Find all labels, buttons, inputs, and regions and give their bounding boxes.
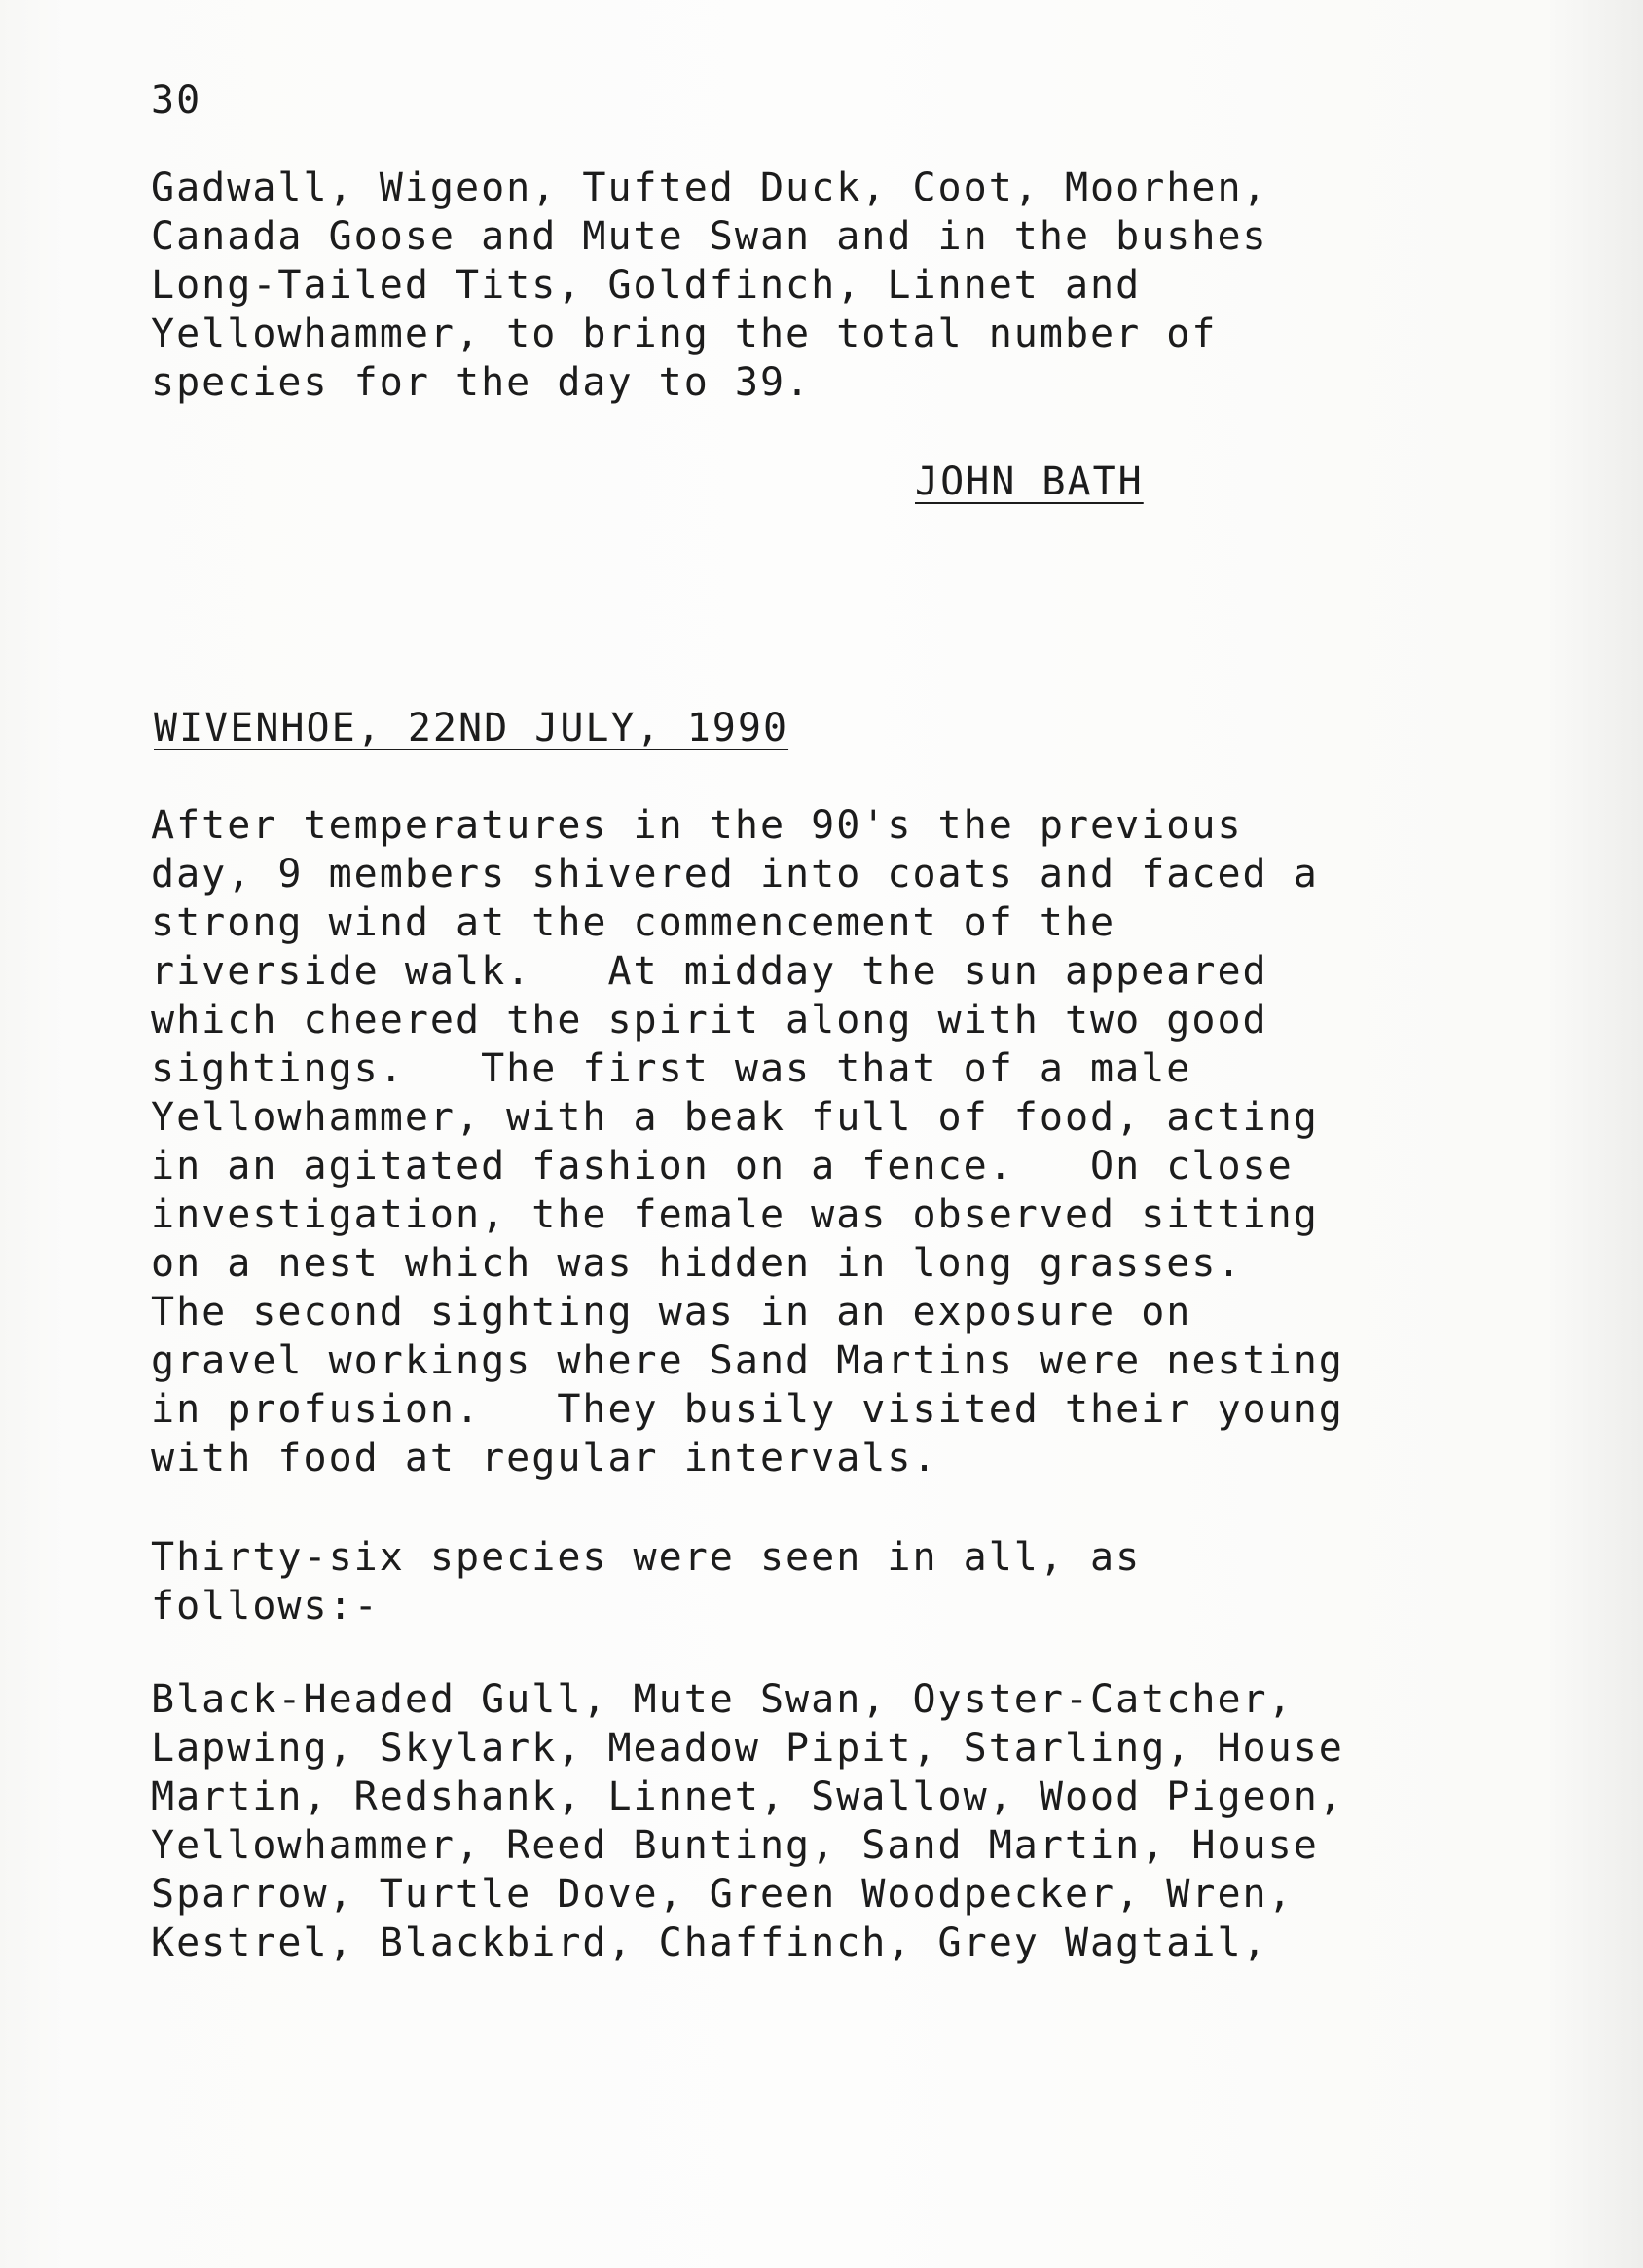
author-signature: JOHN BATH	[915, 459, 1144, 504]
section-heading: WIVENHOE, 22ND JULY, 1990	[154, 706, 789, 750]
text-line: gravel workings where Sand Martins were nesting	[151, 1338, 1344, 1383]
text-line: Sparrow, Turtle Dove, Green Woodpecker, Wren,	[151, 1872, 1294, 1917]
text-line: investigation, the female was observed sitting	[151, 1192, 1319, 1237]
text-line: riverside walk. At midday the sun appeared	[151, 949, 1268, 994]
text-line: The second sighting was in an exposure on	[151, 1290, 1192, 1335]
text-line: day, 9 members shivered into coats and faced a	[151, 852, 1319, 896]
species-intro-paragraph	[151, 1533, 1552, 1630]
text-line: Thirty-six species were seen in all, as	[151, 1535, 1142, 1580]
species-list-paragraph	[151, 1675, 1552, 1967]
text-line: species for the day to 39.	[151, 360, 812, 405]
text-line: Lapwing, Skylark, Meadow Pipit, Starling, House	[151, 1726, 1344, 1771]
text-line: follows:-	[151, 1584, 380, 1628]
report-paragraph	[151, 801, 1552, 1482]
text-line: After temperatures in the 90's the previous	[151, 803, 1243, 848]
text-line: Yellowhammer, Reed Bunting, Sand Martin, House	[151, 1823, 1319, 1868]
text-line: Long-Tailed Tits, Goldfinch, Linnet and	[151, 263, 1142, 308]
text-line: Yellowhammer, to bring the total number of	[151, 311, 1218, 356]
text-line: Kestrel, Blackbird, Chaffinch, Grey Wagtail,	[151, 1920, 1268, 1965]
text-line: sightings. The first was that of a male	[151, 1046, 1192, 1091]
text-line: with food at regular intervals.	[151, 1436, 938, 1481]
text-line: in an agitated fashion on a fence. On close	[151, 1144, 1294, 1189]
text-line: in profusion. They busily visited their young	[151, 1387, 1344, 1432]
continuation-paragraph	[151, 164, 1552, 407]
text-line: Martin, Redshank, Linnet, Swallow, Wood Pigeon,	[151, 1774, 1344, 1819]
text-line: on a nest which was hidden in long grasses.	[151, 1241, 1243, 1286]
text-line: Yellowhammer, with a beak full of food, acting	[151, 1095, 1319, 1140]
text-line: Gadwall, Wigeon, Tufted Duck, Coot, Moorhen,	[151, 165, 1268, 210]
text-line: Canada Goose and Mute Swan and in the bushes	[151, 214, 1268, 259]
text-line: strong wind at the commencement of the	[151, 900, 1116, 945]
text-line: which cheered the spirit along with two good	[151, 998, 1268, 1043]
page-number: 30	[151, 78, 202, 123]
text-line: Black-Headed Gull, Mute Swan, Oyster-Catcher,	[151, 1677, 1294, 1722]
